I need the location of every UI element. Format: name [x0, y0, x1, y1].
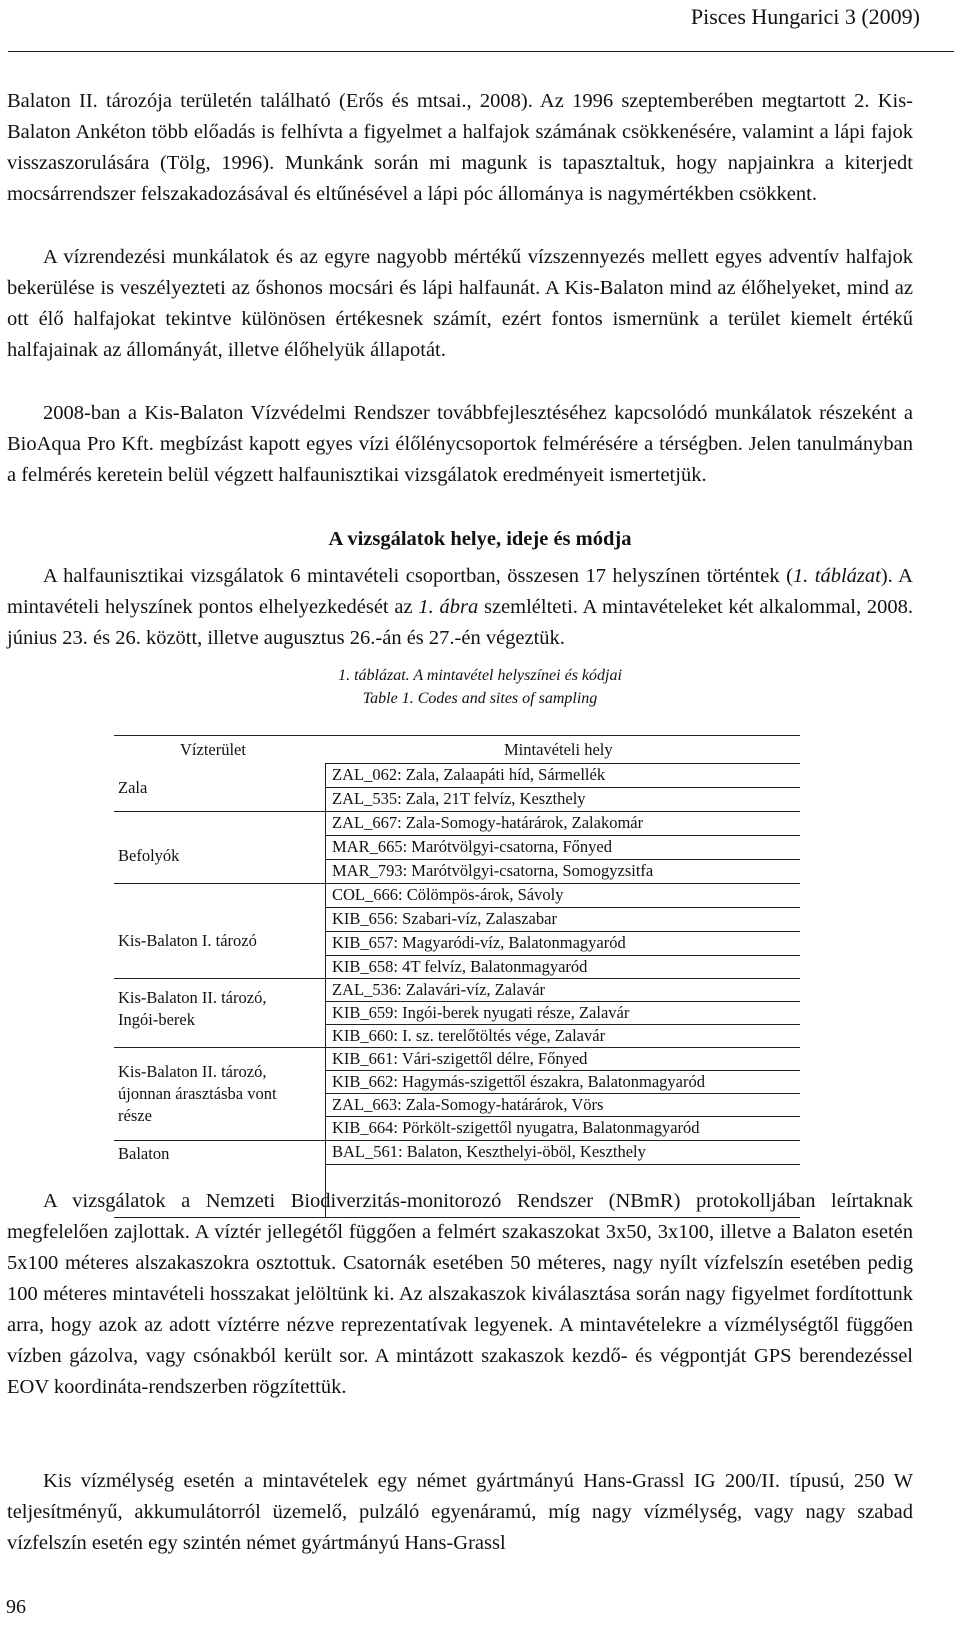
- site-cell: KIB_657: Magyaródi-víz, Balatonmagyaród: [332, 933, 626, 952]
- group-rule: [114, 883, 325, 884]
- site-cell: ZAL_062: Zala, Zalaapáti híd, Sármellék: [332, 765, 606, 784]
- site-cell: ZAL_667: Zala-Somogy-határárok, Zalakomár: [332, 813, 644, 832]
- row-rule: [325, 1164, 800, 1165]
- paragraph-2: A vízrendezési munkálatok és az egyre nagyobb mértékű vízszennyezés mellett egyes adventív halfajok bekerülése is veszélyezteti az őshonos mocsári és lápi halfaunát. A Kis-Balaton mind az élőhelyeket, mind az ott élő halfajokat tekintve különösen értékesnek számít, ezért fontos ismernünk a terület kiemelt értékű halfajainak az állományát, illetve élőhelyük állapotát.: [7, 246, 913, 361]
- paragraph-1: Balaton II. tározója területén található (Erős és mtsai., 2008). Az 1996 szeptemberében megtartott 2. Kis-Balaton Ankéton több előadás is felhívta a figyelmet a halfajok számának csökkenésére, valamint a lápi fajok visszaszorulására (Tölg, 1996). Munkánk során mi magunk is tapasztaltuk, hogy napjainkra a kiterjedt mocsárrendszer felszakadozásával és eltűnésével a lápi póc állománya is nagymértékben csökkent.: [7, 90, 913, 205]
- group-label: Balaton: [118, 1144, 170, 1163]
- site-cell: KIB_661: Vári-szigettől délre, Főnyed: [332, 1049, 588, 1068]
- site-cell: KIB_662: Hagymás-szigettől északra, Balatonmagyaród: [332, 1072, 705, 1091]
- group-label: Befolyók: [118, 846, 180, 865]
- site-cell: ZAL_663: Zala-Somogy-határárok, Vörs: [332, 1095, 604, 1114]
- paragraph-5: A vizsgálatok a Nemzeti Biodiverzitás-monitorozó Rendszer (NBmR) protokolljában leírtaknak megfelelően zajlottak. A víztér jellegétől függően a felmért szakaszokat 3x50, 3x100, illetve a Balaton esetén 5x100 méteres alszakaszokra osztottuk. Csatornák esetében 50 méteres, nagy nyílt vízfelszín esetében pedig 100 méteres mintavételi hosszakat jelöltünk ki. Az alszakaszok kiválasztása során nagy figyelmet fordítottunk arra, hogy azok az adott víztérre nézve reprezentatívak legyenek. A mintavételekre a vízmélységtől függően vízben gázolva, vagy csónakból került sor. A mintázott szakaszok kezdő- és végpontját GPS berendezéssel EOV koordináta-rendszerben rögzítettük.: [7, 1190, 913, 1398]
- group-rule: [114, 978, 325, 979]
- site-cell: KIB_658: 4T felvíz, Balatonmagyaród: [332, 957, 588, 976]
- table-reference: 1. táblázat: [792, 565, 881, 587]
- group-rule: [114, 811, 325, 812]
- paragraph-4-text-a: A halfaunisztikai vizsgálatok 6 mintavételi csoportban, összesen 17 helyszínen történtek (: [43, 565, 793, 587]
- paragraph-6: Kis vízmélység esetén a mintavételek egy német gyártmányú Hans-Grassl IG 200/II. típusú, 250 W teljesítményű, akkumulátorról üzemelő, pulzáló egyenáramú, míg nagy vízmélység, vagy nagy szabad vízfelszín esetén egy szintén német gyártmányú Hans-Grassl: [7, 1470, 913, 1554]
- table-top-rule: [114, 735, 800, 736]
- paragraph-4: [7, 561, 913, 654]
- column-divider: [325, 763, 326, 1217]
- site-cell: MAR_665: Marótvölgyi-csatorna, Főnyed: [332, 837, 613, 856]
- paragraph-4-text-c: szemlélteti. A mintavételeket két alkalommal, 2008. június 23. és 26. között, illetve augusztus 26.-án és 27.-én végeztük.: [7, 596, 914, 649]
- group-label: Kis-Balaton II. tározó, újonnan árasztásba vont része: [118, 1062, 277, 1125]
- site-cell: MAR_793: Marótvölgyi-csatorna, Somogyzsitfa: [332, 861, 654, 880]
- table-caption-english: Table 1. Codes and sites of sampling: [362, 690, 598, 707]
- figure-reference: 1. ábra: [418, 596, 479, 618]
- column-header-water: Vízterület: [180, 740, 246, 759]
- running-header: Pisces Hungarici 3 (2009): [690, 4, 920, 29]
- section-heading: A vizsgálatok helye, ideje és módja: [328, 528, 632, 550]
- site-cell: KIB_659: Ingói-berek nyugati része, Zalavár: [332, 1003, 630, 1022]
- group-label: Zala: [118, 778, 148, 797]
- paragraph-4-text-b: ). A mintavételi helyszínek pontos elhelyezkedését az: [7, 565, 913, 618]
- group-label: Kis-Balaton II. tározó, Ingói-berek: [118, 988, 267, 1029]
- sampling-sites-table: [114, 735, 800, 1218]
- site-cell: KIB_656: Szabari-víz, Zalaszabar: [332, 909, 557, 928]
- paragraph-3: 2008-ban a Kis-Balaton Vízvédelmi Rendszer továbbfejlesztéséhez kapcsolódó munkálatok részeként a BioAqua Pro Kft. megbízást kapott egyes vízi élőlénycsoportok felmérésére a térségben. Jelen tanulmányban a felmérés keretein belül végzett halfaunisztikai vizsgálatok eredményeit ismertetjük.: [7, 402, 913, 486]
- site-cell: KIB_660: I. sz. terelőtöltés vége, Zalavár: [332, 1026, 606, 1045]
- table-caption-hungarian: 1. táblázat. A mintavétel helyszínei és kódjai: [338, 667, 622, 684]
- site-cell: ZAL_536: Zalavári-víz, Zalavár: [332, 980, 546, 999]
- column-header-site: Mintavételi hely: [504, 740, 613, 759]
- group-rule: [114, 1047, 325, 1048]
- group-label: Kis-Balaton I. tározó: [118, 931, 257, 950]
- site-cell: COL_666: Cölömpös-árok, Sávoly: [332, 885, 564, 904]
- page-number: 96: [6, 1596, 26, 1618]
- site-cell: BAL_561: Balaton, Keszthelyi-öböl, Keszthely: [332, 1142, 646, 1161]
- site-cell: ZAL_535: Zala, 21T felvíz, Keszthely: [332, 789, 586, 808]
- group-rule: [114, 1140, 325, 1141]
- header-rule: [8, 51, 954, 52]
- site-cell: KIB_664: Pörkölt-szigettől nyugatra, Balatonmagyaród: [332, 1118, 700, 1137]
